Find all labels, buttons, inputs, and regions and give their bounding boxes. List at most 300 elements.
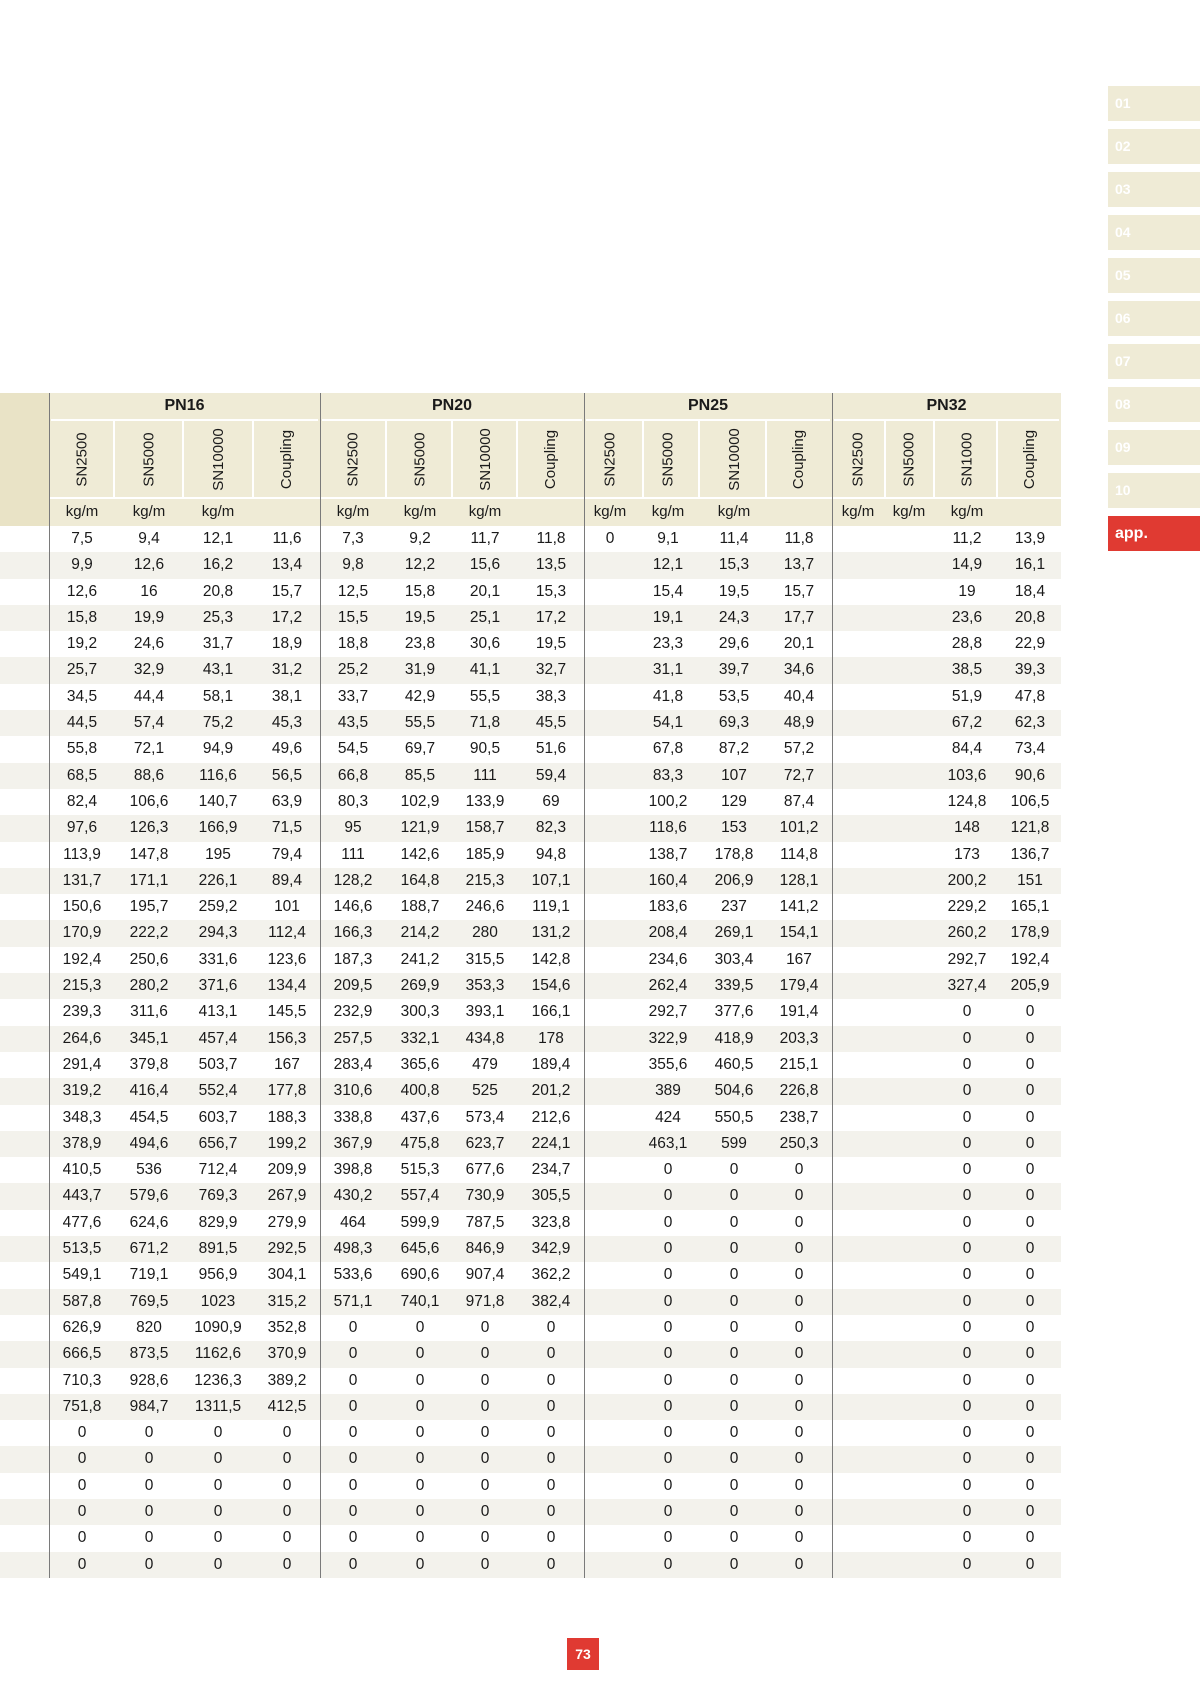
table-cell: 623,7 <box>465 1134 505 1152</box>
column-header <box>519 421 583 497</box>
table-cell: 18,4 <box>1014 582 1046 600</box>
column-header <box>50 421 114 497</box>
table-cell: 224,1 <box>531 1134 571 1152</box>
table-cell: 300,3 <box>400 1003 440 1021</box>
chapter-tab-01[interactable]: 01 <box>1108 86 1200 121</box>
unit-label <box>1000 499 1060 525</box>
table-row <box>0 868 1061 894</box>
table-cell: 515,3 <box>400 1161 440 1179</box>
chapter-tab-06[interactable]: 06 <box>1108 301 1200 336</box>
table-cell: 38,5 <box>951 661 983 679</box>
table-cell: 0 <box>1025 1213 1035 1231</box>
table-cell: 280 <box>472 924 498 942</box>
table-cell: 178,9 <box>1010 924 1050 942</box>
table-cell: 20,8 <box>202 582 234 600</box>
table-row <box>0 1210 1061 1236</box>
table-cell: 0 <box>1025 1108 1035 1126</box>
column-header <box>184 421 252 497</box>
column-header-label: SN5000 <box>411 431 429 487</box>
table-cell: 23,3 <box>652 635 684 653</box>
column-header-label: SN10000 <box>725 427 743 491</box>
table-cell: 477,6 <box>62 1213 102 1231</box>
table-cell: 0 <box>794 1450 804 1468</box>
chapter-tabs <box>1108 86 1200 559</box>
table-cell: 416,4 <box>129 1082 169 1100</box>
table-cell: 671,2 <box>129 1240 169 1258</box>
table-cell: 464 <box>340 1213 366 1231</box>
table-cell: 38,3 <box>535 687 567 705</box>
table-cell: 31,1 <box>652 661 684 679</box>
table-cell: 891,5 <box>198 1240 238 1258</box>
table-cell: 67,2 <box>951 714 983 732</box>
chapter-tab-07[interactable]: 07 <box>1108 344 1200 379</box>
table-cell: 215,3 <box>62 977 102 995</box>
table-cell: 203,3 <box>779 1029 819 1047</box>
column-header <box>387 421 453 497</box>
table-cell: 101 <box>274 898 300 916</box>
table-cell: 0 <box>794 1529 804 1547</box>
group-title-pn16: PN16 <box>164 397 205 414</box>
table-cell: 19,9 <box>133 608 165 626</box>
table-cell: 170,9 <box>62 924 102 942</box>
column-header <box>323 421 383 497</box>
header-column-divider <box>252 421 254 498</box>
table-cell: 222,2 <box>129 924 169 942</box>
table-cell: 0 <box>962 1292 972 1310</box>
table-cell: 41,8 <box>652 687 684 705</box>
table-cell: 463,1 <box>648 1134 688 1152</box>
table-cell: 0 <box>348 1424 358 1442</box>
table-cell: 0 <box>1025 1424 1035 1442</box>
table-cell: 16,2 <box>202 556 234 574</box>
table-cell: 0 <box>962 1371 972 1389</box>
table-cell: 84,4 <box>951 740 983 758</box>
table-cell: 63,9 <box>271 792 303 810</box>
table-cell: 55,5 <box>404 714 436 732</box>
table-row <box>0 1026 1061 1052</box>
column-header <box>937 421 997 497</box>
table-cell: 118,6 <box>649 819 687 837</box>
table-cell: 112,4 <box>268 924 306 942</box>
table-cell: 151 <box>1017 871 1043 889</box>
unit-label: kg/m <box>717 503 751 520</box>
table-cell: 140,7 <box>198 792 238 810</box>
table-cell: 0 <box>663 1450 673 1468</box>
table-cell: 292,7 <box>648 1003 688 1021</box>
table-cell: 262,4 <box>648 977 688 995</box>
table-cell: 291,4 <box>62 1055 102 1073</box>
table-cell: 430,2 <box>333 1187 373 1205</box>
unit-label: kg/m <box>201 503 235 520</box>
table-cell: 87,2 <box>718 740 750 758</box>
header-column-divider <box>933 421 935 498</box>
table-cell: 0 <box>546 1397 556 1415</box>
table-cell: 68,5 <box>66 766 98 784</box>
table-cell: 498,3 <box>333 1240 373 1258</box>
table-cell: 571,1 <box>333 1292 373 1310</box>
table-cell: 257,5 <box>333 1029 373 1047</box>
table-cell: 873,5 <box>129 1345 169 1363</box>
table-cell: 12,6 <box>133 556 165 574</box>
table-cell: 0 <box>962 1134 972 1152</box>
table-row <box>0 1052 1061 1078</box>
table-cell: 95 <box>344 819 362 837</box>
header-column-divider <box>884 421 886 498</box>
table-cell: 0 <box>348 1450 358 1468</box>
column-header-label: SN2500 <box>601 431 619 487</box>
table-cell: 0 <box>663 1213 673 1231</box>
column-header-label: Coupling <box>278 429 296 489</box>
table-cell: 303,4 <box>714 950 754 968</box>
table-cell: 315,5 <box>465 950 505 968</box>
table-cell: 656,7 <box>198 1134 238 1152</box>
table-row <box>0 842 1061 868</box>
table-cell: 719,1 <box>129 1266 169 1284</box>
group-separator <box>832 393 833 1578</box>
table-cell: 25,7 <box>66 661 98 679</box>
table-cell: 0 <box>1025 1082 1035 1100</box>
table-cell: 0 <box>480 1345 490 1363</box>
table-cell: 44,5 <box>66 714 98 732</box>
table-cell: 0 <box>546 1476 556 1494</box>
table-cell: 0 <box>282 1450 292 1468</box>
table-cell: 0 <box>962 1161 972 1179</box>
table-row <box>0 999 1061 1025</box>
table-cell: 712,4 <box>198 1161 238 1179</box>
table-cell: 250,6 <box>129 950 169 968</box>
table-cell: 0 <box>1025 1134 1035 1152</box>
column-header <box>116 421 182 497</box>
table-cell: 15,4 <box>652 582 684 600</box>
table-cell: 166,1 <box>531 1003 571 1021</box>
chapter-tab-08[interactable]: 08 <box>1108 387 1200 422</box>
table-cell: 12,1 <box>202 530 234 547</box>
table-row <box>0 1105 1061 1131</box>
unit-label <box>766 499 832 525</box>
table-cell: 15,5 <box>337 608 369 626</box>
table-cell: 129 <box>721 792 747 810</box>
table-cell: 199,2 <box>267 1134 307 1152</box>
table-cell: 0 <box>415 1529 425 1547</box>
table-cell: 45,3 <box>271 714 303 732</box>
chapter-tab-09[interactable]: 09 <box>1108 430 1200 465</box>
column-header <box>701 421 767 497</box>
table-cell: 205,9 <box>1010 977 1050 995</box>
table-cell: 25,3 <box>202 608 234 626</box>
table-cell: 31,9 <box>404 661 436 679</box>
table-cell: 1162,6 <box>194 1345 242 1363</box>
table-cell: 0 <box>480 1529 490 1547</box>
table-cell: 0 <box>962 1055 972 1073</box>
table-cell: 292,7 <box>947 950 987 968</box>
header-column-divider <box>385 421 387 498</box>
unit-label: kg/m <box>336 503 370 520</box>
table-cell: 14,9 <box>951 556 983 574</box>
table-cell: 113,9 <box>63 845 101 863</box>
table-cell: 0 <box>794 1345 804 1363</box>
table-cell: 214,2 <box>400 924 440 942</box>
table-cell: 201,2 <box>531 1082 571 1100</box>
table-cell: 0 <box>729 1529 739 1547</box>
table-cell: 389 <box>655 1082 681 1100</box>
table-cell: 0 <box>962 1529 972 1547</box>
header-column-divider <box>642 421 644 498</box>
table-cell: 367,9 <box>333 1134 373 1152</box>
table-cell: 1236,3 <box>194 1371 242 1389</box>
table-cell: 0 <box>794 1371 804 1389</box>
chapter-tab-04[interactable]: 04 <box>1108 215 1200 250</box>
table-cell: 319,2 <box>62 1082 102 1100</box>
table-cell: 12,2 <box>404 556 436 574</box>
table-cell: 237 <box>721 898 747 916</box>
table-cell: 533,6 <box>333 1266 373 1284</box>
table-cell: 23,6 <box>951 608 983 626</box>
table-cell: 178,8 <box>714 845 754 863</box>
table-cell: 0 <box>1025 1450 1035 1468</box>
table-cell: 0 <box>729 1555 739 1573</box>
table-cell: 587,8 <box>62 1292 102 1310</box>
table-cell: 0 <box>348 1529 358 1547</box>
table-row <box>0 1473 1061 1499</box>
table-cell: 166,9 <box>198 819 238 837</box>
table-row <box>0 1525 1061 1551</box>
table-cell: 0 <box>213 1529 223 1547</box>
table-cell: 131,2 <box>531 924 571 942</box>
table-cell: 15,3 <box>718 556 750 574</box>
table-header-stub <box>0 393 49 526</box>
table-cell: 239,3 <box>62 1003 102 1021</box>
table-cell: 31,7 <box>202 635 234 653</box>
table-cell: 0 <box>794 1397 804 1415</box>
table-cell: 0 <box>962 1029 972 1047</box>
table-cell: 0 <box>1025 1003 1035 1021</box>
group-separator <box>49 393 50 1578</box>
table-cell: 11,7 <box>470 530 500 547</box>
table-cell: 0 <box>415 1371 425 1389</box>
table-cell: 128,1 <box>779 871 819 889</box>
table-cell: 20,1 <box>783 635 815 653</box>
column-header-label: SN2500 <box>849 431 867 487</box>
table-cell: 121,9 <box>400 819 440 837</box>
table-cell: 0 <box>144 1424 154 1442</box>
table-cell: 311,6 <box>130 1003 168 1021</box>
table-row <box>0 815 1061 841</box>
table-cell: 327,4 <box>947 977 987 995</box>
table-cell: 11,4 <box>719 530 749 547</box>
header-column-divider <box>113 421 115 498</box>
table-cell: 153 <box>721 819 747 837</box>
table-cell: 0 <box>794 1476 804 1494</box>
table-cell: 424 <box>655 1108 681 1126</box>
table-cell: 0 <box>663 1161 673 1179</box>
table-cell: 0 <box>546 1318 556 1336</box>
table-cell: 57,2 <box>783 740 815 758</box>
table-cell: 164,8 <box>400 871 440 889</box>
table-cell: 0 <box>962 1345 972 1363</box>
table-cell: 345,1 <box>129 1029 169 1047</box>
table-cell: 66,8 <box>337 766 369 784</box>
table-cell: 494,6 <box>129 1134 169 1152</box>
table-cell: 460,5 <box>714 1055 754 1073</box>
column-header-label: SN2500 <box>344 431 362 487</box>
table-cell: 0 <box>415 1502 425 1520</box>
chapter-tab-02[interactable]: 02 <box>1108 129 1200 164</box>
table-cell: 413,1 <box>198 1003 238 1021</box>
unit-label: kg/m <box>651 503 685 520</box>
table-cell: 283,4 <box>333 1055 373 1073</box>
table-cell: 552,4 <box>198 1082 238 1100</box>
table-cell: 0 <box>480 1476 490 1494</box>
table-cell: 39,7 <box>718 661 750 679</box>
table-cell: 0 <box>546 1424 556 1442</box>
table-cell: 1311,5 <box>194 1397 242 1415</box>
table-cell: 229,2 <box>947 898 987 916</box>
table-cell: 83,3 <box>652 766 684 784</box>
table-cell: 146,6 <box>333 898 373 916</box>
table-row <box>0 1262 1061 1288</box>
table-cell: 0 <box>794 1266 804 1284</box>
chapter-tab-10[interactable]: 10 <box>1108 473 1200 508</box>
table-cell: 18,9 <box>271 635 303 653</box>
table-cell: 154,6 <box>531 977 571 995</box>
table-cell: 62,3 <box>1014 714 1046 732</box>
table-cell: 24,6 <box>133 635 165 653</box>
table-cell: 12,1 <box>652 556 684 574</box>
table-cell: 188,7 <box>400 898 440 916</box>
table-cell: 15,7 <box>783 582 815 600</box>
table-cell: 0 <box>480 1555 490 1573</box>
table-cell: 0 <box>663 1318 673 1336</box>
table-cell: 0 <box>729 1502 739 1520</box>
chapter-tab-03[interactable]: 03 <box>1108 172 1200 207</box>
table-cell: 13,5 <box>535 556 567 574</box>
table-cell: 0 <box>1025 1240 1035 1258</box>
table-cell: 19,5 <box>718 582 750 600</box>
table-cell: 41,1 <box>469 661 501 679</box>
table-cell: 0 <box>1025 1476 1035 1494</box>
table-cell: 0 <box>1025 1187 1035 1205</box>
table-row <box>0 763 1061 789</box>
table-cell: 0 <box>348 1345 358 1363</box>
table-row <box>0 1157 1061 1183</box>
table-cell: 69,3 <box>718 714 750 732</box>
table-row <box>0 947 1061 973</box>
table-cell: 82,4 <box>66 792 98 810</box>
table-cell: 19,5 <box>404 608 436 626</box>
table-cell: 85,5 <box>404 766 436 784</box>
table-cell: 0 <box>729 1161 739 1179</box>
table-cell: 0 <box>729 1213 739 1231</box>
table-cell: 80,3 <box>337 792 369 810</box>
table-cell: 525 <box>472 1082 498 1100</box>
table-cell: 259,2 <box>198 898 238 916</box>
table-cell: 134,4 <box>267 977 307 995</box>
table-cell: 131,7 <box>62 871 102 889</box>
table-row <box>0 657 1061 683</box>
table-cell: 178 <box>538 1029 564 1047</box>
table-cell: 626,9 <box>62 1318 102 1336</box>
table-cell: 226,1 <box>198 871 238 889</box>
table-cell: 116,6 <box>199 766 237 784</box>
table-cell: 0 <box>480 1318 490 1336</box>
table-cell: 0 <box>77 1424 87 1442</box>
table-cell: 0 <box>77 1555 87 1573</box>
table-cell: 40,4 <box>783 687 815 705</box>
table-row <box>0 1236 1061 1262</box>
header-column-divider <box>698 421 700 498</box>
table-cell: 0 <box>77 1529 87 1547</box>
table-cell: 0 <box>1025 1161 1035 1179</box>
table-cell: 15,3 <box>535 582 567 600</box>
table-cell: 69,7 <box>404 740 436 758</box>
table-cell: 15,8 <box>404 582 436 600</box>
table-cell: 33,7 <box>337 687 369 705</box>
table-cell: 0 <box>480 1502 490 1520</box>
table-cell: 45,5 <box>535 714 567 732</box>
table-cell: 348,3 <box>62 1108 102 1126</box>
column-header <box>254 421 320 497</box>
table-cell: 928,6 <box>129 1371 169 1389</box>
table-cell: 0 <box>794 1318 804 1336</box>
table-cell: 90,6 <box>1014 766 1046 784</box>
table-cell: 58,1 <box>202 687 234 705</box>
table-cell: 0 <box>663 1397 673 1415</box>
table-cell: 209,5 <box>333 977 373 995</box>
column-header <box>766 421 832 497</box>
table-cell: 769,5 <box>129 1292 169 1310</box>
table-cell: 188,3 <box>267 1108 307 1126</box>
table-cell: 0 <box>1025 1555 1035 1573</box>
table-row <box>0 973 1061 999</box>
chapter-tab-app[interactable]: app. <box>1108 516 1200 551</box>
table-cell: 55,5 <box>469 687 501 705</box>
table-cell: 475,8 <box>400 1134 440 1152</box>
table-cell: 0 <box>663 1476 673 1494</box>
table-cell: 67,8 <box>652 740 684 758</box>
table-cell: 185,9 <box>465 845 505 863</box>
table-cell: 28,8 <box>951 635 983 653</box>
table-cell: 88,6 <box>133 766 165 784</box>
table-cell: 0 <box>480 1371 490 1389</box>
table-cell: 956,9 <box>198 1266 238 1284</box>
table-cell: 13,4 <box>271 556 303 574</box>
table-cell: 503,7 <box>198 1055 238 1073</box>
table-cell: 0 <box>962 1240 972 1258</box>
table-cell: 119,1 <box>532 898 570 916</box>
table-cell: 365,6 <box>400 1055 440 1073</box>
table-cell: 167 <box>786 950 812 968</box>
table-cell: 34,5 <box>66 687 98 705</box>
table-cell: 11,6 <box>272 530 302 547</box>
chapter-tab-05[interactable]: 05 <box>1108 258 1200 293</box>
table-cell: 9,1 <box>657 530 679 547</box>
table-cell: 32,9 <box>133 661 165 679</box>
table-cell: 846,9 <box>465 1240 505 1258</box>
table-cell: 310,6 <box>333 1082 373 1100</box>
table-cell: 0 <box>962 1003 972 1021</box>
table-cell: 454,5 <box>129 1108 169 1126</box>
table-cell: 342,9 <box>531 1240 571 1258</box>
unit-label <box>519 499 583 525</box>
table-cell: 352,8 <box>267 1318 307 1336</box>
table-row <box>0 789 1061 815</box>
table-cell: 16,1 <box>1014 556 1046 574</box>
table-cell: 536 <box>136 1161 162 1179</box>
table-cell: 103,6 <box>947 766 987 784</box>
table-cell: 0 <box>77 1476 87 1494</box>
table-cell: 0 <box>962 1424 972 1442</box>
table-cell: 9,9 <box>71 556 93 574</box>
